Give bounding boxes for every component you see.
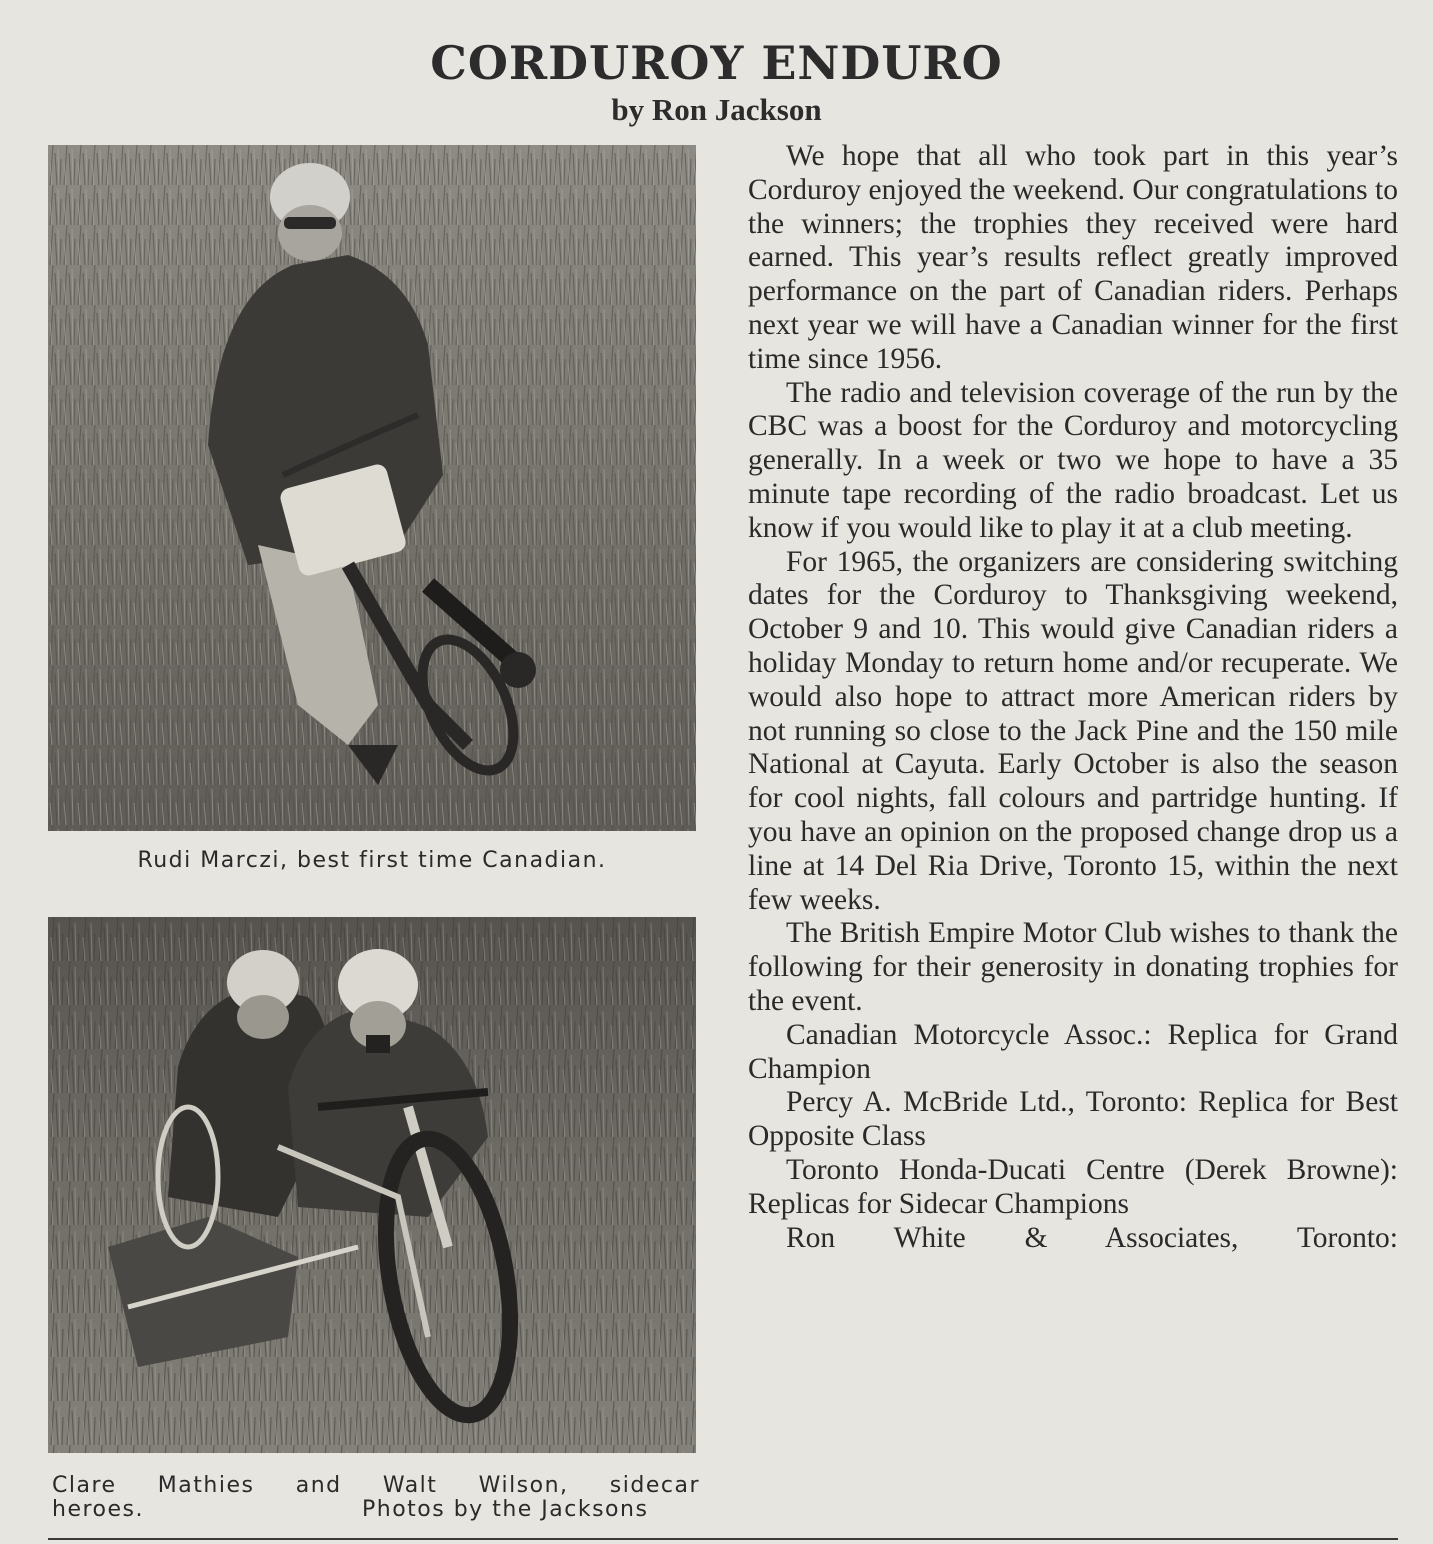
bottom-rule bbox=[48, 1538, 1398, 1540]
paragraph-cbc-coverage: The radio and television coverage of the run by the CBC was a boost for the Corduroy and motorcycling generally. In a week or two we hope to have a 35 minute tape recording of the radio broadcast. Let us know if you would like to play it at a club meeting. bbox=[748, 376, 1398, 544]
paragraph-trophy-mcbride: Percy A. McBride Ltd., Toronto: Replica for Best Opposite Class bbox=[748, 1086, 1398, 1153]
article-title: CORDUROY ENDURO bbox=[430, 36, 1003, 90]
article-body bbox=[748, 140, 1398, 1255]
paragraph-1965-dates: For 1965, the organizers are considering switching dates for the Corduroy to Thanksgiving weekend, October 9 and 10. This would give Canadian riders a holiday Monday to return home and/or recuperate. We would also hope to attract more American riders by not running so close to the Jack Pine and the 150 mile National at Cayuta. Early October is also the season for cool nights, fall colours and partridge hunting. If you have an opinion on the proposed change drop us a line at 14 Del Ria Drive, Toronto 15, within the next few weeks. bbox=[748, 545, 1398, 916]
photo-credit: Photos by the Jacksons bbox=[362, 1497, 649, 1522]
rider-photo bbox=[48, 145, 696, 831]
rider-photo-image bbox=[48, 145, 696, 831]
paragraph-intro: We hope that all who took part in this year’s Corduroy enjoyed the weekend. Our congratulations to the winners; the trophies they received were hard earned. This year’s results reflect greatly improved performance on the part of Canadian riders. Perhaps next year we will have a Canadian winner for the first time since 1956. bbox=[748, 140, 1398, 375]
rider-photo-caption: Rudi Marczi, best first time Canadian. bbox=[137, 848, 607, 873]
paragraph-trophy-honda-ducati: Toronto Honda-Ducati Centre (Derek Browne): Replicas for Sidecar Champions bbox=[748, 1153, 1398, 1220]
paragraph-trophy-cma: Canadian Motorcycle Assoc.: Replica for Grand Champion bbox=[748, 1018, 1398, 1085]
sidecar-photo-caption: Clare Mathies and Walt Wilson, sidecar bbox=[52, 1473, 700, 1498]
article-byline: by Ron Jackson bbox=[611, 92, 822, 127]
sidecar-photo-caption-continued: heroes. bbox=[52, 1497, 144, 1522]
paragraph-trophy-ron-white: Ron White & Associates, Toronto: bbox=[786, 1221, 1398, 1254]
paragraph-thanks: The British Empire Motor Club wishes to thank the following for their generosity in donating trophies for the event. bbox=[748, 917, 1398, 1017]
sidecar-photo bbox=[48, 917, 696, 1453]
sidecar-photo-image bbox=[48, 917, 696, 1453]
